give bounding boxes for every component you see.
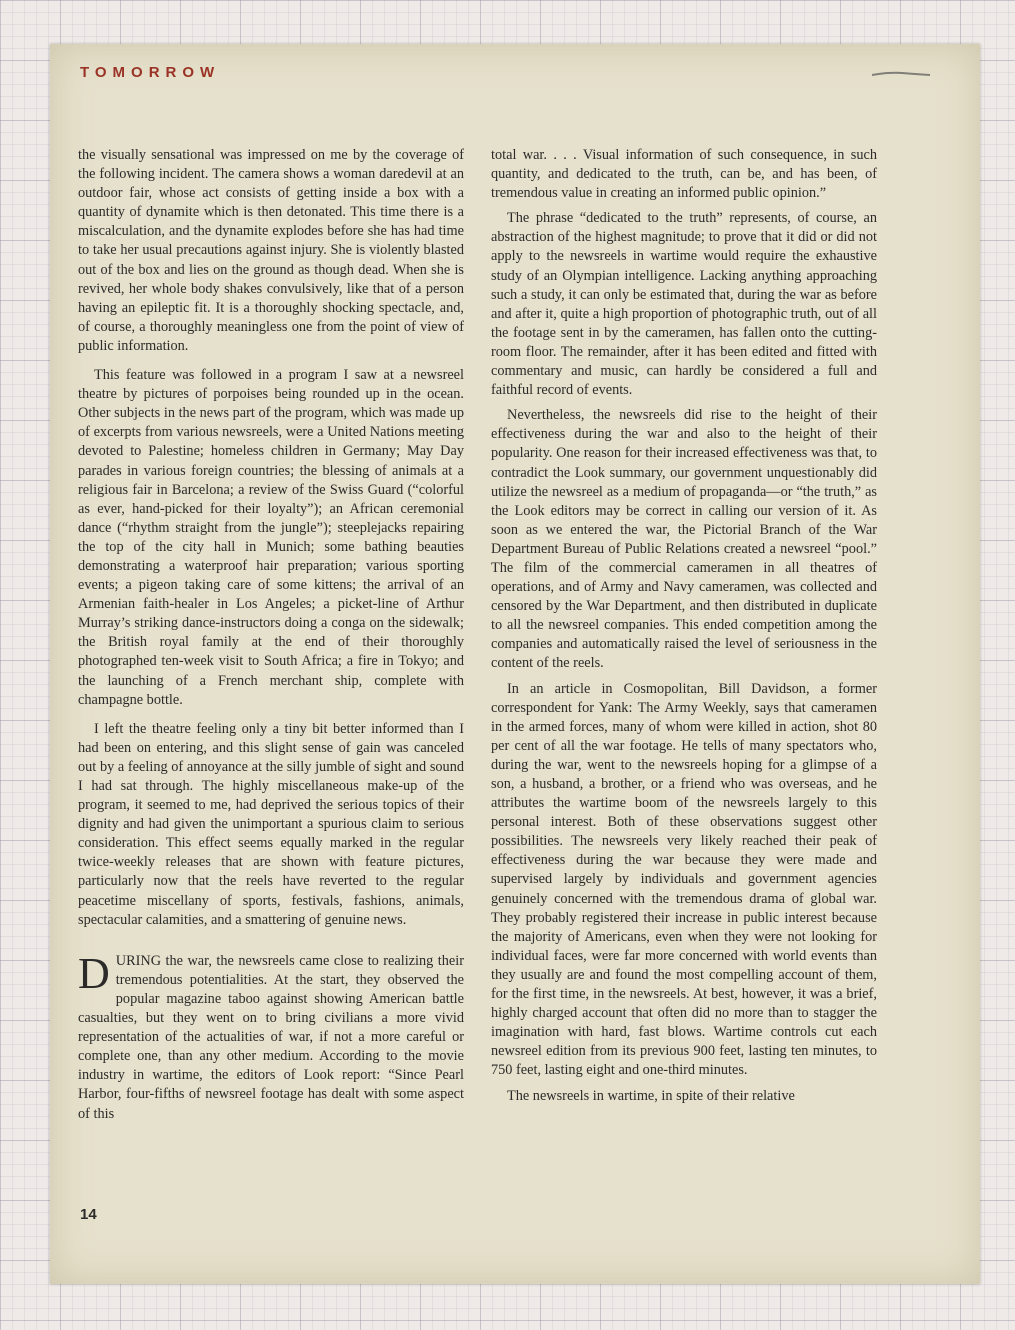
running-header: TOMORROW: [80, 64, 221, 81]
paragraph: In an article in Cosmopolitan, Bill Davidson, a former correspondent for Yank: The Army Weekly, says that cameramen in the armed forces, many of whom were killed in action, shot 80 per cent of all the war footage. He tells of many spectators who, during the war, went to the newsreels hoping for a glimpse of a son, a husband, a brother, or a friend who was overseas, and he attributes the wartime boom of the newsreels largely to this personal interest. Both of these observations suggest other possibilities. The newsreels very likely reached their peak of effectiveness during the war because they were made and supervised largely by individuals and government agencies genuinely concerned with the tremendous drama of global war. They probably registered their increase in public interest because the majority of Americans, even when they were not looking for individual faces, were far more concerned with world events than they usually are and found the most compelling account of them, for the first time, in the newsreels. At best, however, it was a brief, highly charged account that often did no more than to stagger the imagination with hard, fast blows. Wartime controls cut each newsreel edition from its previous 900 feet, lasting ten minutes, to 750 feet, lasting eight and one-third minutes.: [491, 680, 877, 1079]
paragraph: This feature was followed in a program I saw at a newsreel theatre by pictures of porpoises being rounded up in the ocean. Other subjects in the news part of the program, which was made up of excerpts from various newsreels, were a United Nations meeting devoted to Palestine; homeless children in Germany; May Day parades in various foreign countries; the blessing of animals at a religious fair in Barcelona; a review of the Swiss Guard (“colorful as ever, hand-picked for their loyalty”); an African ceremonial dance (“rhythm straight from the jungle”); steeplejacks repairing the top of the city hall in Munich; some bathing beauties demonstrating a waterproof hair preparation; various sporting events; a pigeon taking care of some kittens; the arrival of an Armenian faith-healer in Los Angeles; a picket-line of Arthur Murray’s striking dance-instructors doing a conga on the sidewalk; the British royal family at the end of their thoroughly photographed ten-week visit to South Africa; a fire in Tokyo; and the launching of a French merchant ship, complete with champagne bottle.: [78, 367, 464, 708]
paragraph: The phrase “dedicated to the truth” represents, of course, an abstraction of the highest magnitude; to prove that it did or did not apply to the newsreels in wartime would require the exhaustive study of an Olympian intelligence. Lacking anything approaching such a study, it can only be estimated that, during the war as before and after it, quite a high proportion of photographic truth, out of all the footage sent in by the cameramen, has fallen onto the cutting-room floor. The remainder, after it has been edited and fitted with commentary and music, can hardly be considered a full and faithful record of events.: [491, 210, 877, 399]
page-number: 14: [80, 1206, 97, 1223]
left-column: [78, 146, 464, 1124]
paragraph-with-dropcap: [78, 948, 464, 1124]
paragraph: I left the theatre feeling only a tiny bit better informed than I had been on entering, and this slight sense of gain was canceled out by a feeling of annoyance at the silly jumble of sight and sound I had sat through. The highly miscellaneous make-up of the program, it seemed to me, had deprived the serious topics of their dignity and had given the unimportant a spurious claim to serious consideration. This effect seems equally marked in the regular twice-weekly releases that are shown with feature pictures, particularly now that the reels have reverted to the regular peacetime miscellany of sports, festivals, fashions, animals, spectacular calamities, and a smattering of genuine news.: [78, 720, 464, 928]
paragraph: total war. . . . Visual information of such consequence, in such quantity, and dedicated to the truth, can be, and has been, of tremendous value in creating an informed public opinion.”: [491, 147, 877, 202]
paragraph: Nevertheless, the newsreels did rise to the height of their effectiveness during the war and also to the height of their popularity. One reason for their increased effectiveness was that, to contradict the Look summary, our government unquestionably did utilize the newsreel as a medium of propaganda—or “the truth,” as the Look editors may be correct in calling our version of it. As soon as we entered the war, the Pictorial Branch of the War Department Bureau of Public Relations created a newsreel “pool.” The film of the commercial cameramen in all theatres of operations, and of Army and Navy cameramen, was collected and censored by the War Department, and then distributed in duplicate to all the newsreel companies. This ended competition among the companies and automatically raised the level of seriousness in the content of the reels.: [491, 407, 877, 672]
paragraph: the visually sensational was impressed on me by the coverage of the following incident. The camera shows a woman daredevil at an outdoor fair, whose act consists of getting inside a box with a quantity of dynamite which is then detonated. This time there is a miscalculation, and the dynamite explodes before she has had time to take her usual precautions against injury. She is violently blasted out of the box and lies on the ground as though dead. When she is revived, her whole body shakes convulsively, like that of a person having an epileptic fit. It is a thoroughly shocking spectacle, and, of course, a thoroughly meaningless one from the point of view of public information.: [78, 147, 464, 354]
paragraph: The newsreels in wartime, in spite of their relative: [507, 1087, 795, 1104]
drop-cap: D: [78, 948, 110, 998]
right-column: [491, 146, 877, 1106]
ink-smudge: [870, 68, 932, 78]
paragraph-text: URING the war, the newsreels came close to realizing their tremendous potentialities. At the start, they observed the popular magazine taboo against showing American battle casualties, but they went on to bring civilians a more vivid representation of the actualities of war, if not a more careful or complete one, than any other medium. According to the movie industry in wartime, the editors of Look report: “Since Pearl Harbor, four-fifths of newsreel footage has dealt with some aspect of this: [78, 952, 464, 1122]
